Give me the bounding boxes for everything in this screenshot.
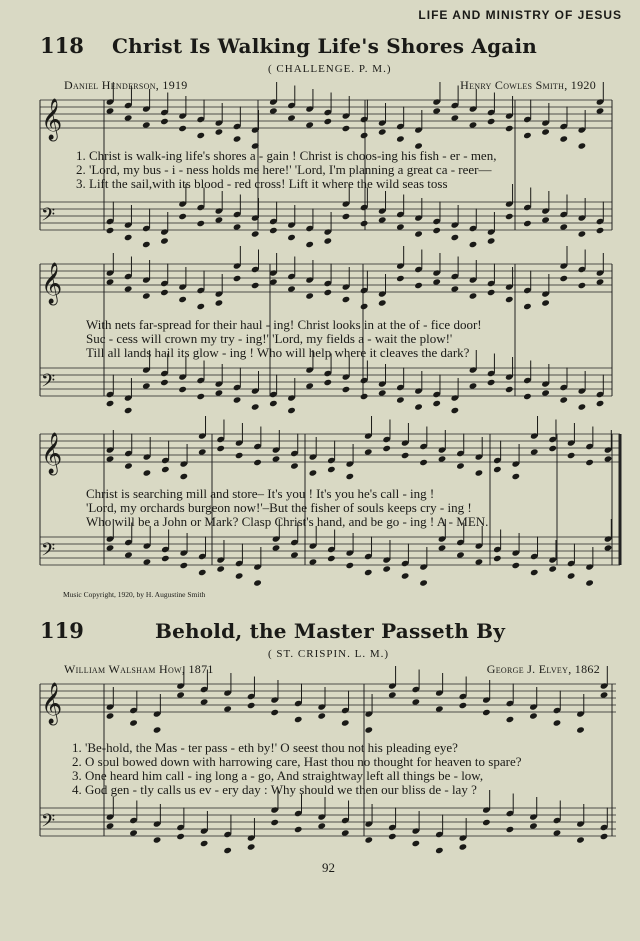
hymn-118-tune: ( CHALLENGE. P. M.) [268, 63, 392, 75]
hymn-118-title: Christ Is Walking Life's Shores Again [112, 34, 537, 58]
hymn-118-system3-verse1: Christ is searching mill and store– It's you ! It's you he's call - ing ! [86, 486, 435, 501]
treble-clef: 𝄞 [41, 99, 63, 140]
page-number: 92 [322, 860, 335, 875]
hymn-119-author: William Walsham How, 1871 [64, 662, 214, 676]
bass-clef: 𝄢 [41, 811, 56, 836]
treble-clef: 𝄞 [41, 683, 63, 724]
hymn-119-number: 119 [40, 618, 84, 643]
hymn-119-verse4: 4. God gen - tly calls us ev - ery day : Why should we then our bliss de - lay ? [72, 782, 477, 797]
bass-clef: 𝄢 [41, 540, 56, 565]
hymn-118-system3-verse2: 'Lord, my orchards burgeon now!'–But the fisher of souls keeps cry - ing ! [86, 500, 472, 515]
treble-clef: 𝄞 [41, 263, 63, 304]
hymn-118-composer: Henry Cowles Smith, 1920 [460, 78, 596, 92]
treble-clef: 𝄞 [41, 433, 63, 474]
hymn-118-system3-verse3: Who will be a John or Mark? Clasp Christ's hand, and be go - ing ! A - MEN. [86, 514, 489, 529]
hymn-119-verse2: 2. O soul bowed down with harrowing care, Hast thou no thought for heaven to spare? [72, 754, 522, 769]
hymn-119-title: Behold, the Master Passeth By [155, 619, 506, 643]
hymn-119-verse3: 3. One heard him call - ing long a - go, And straightway left all things be - low, [72, 768, 484, 783]
hymn-118-copyright: Music Copyright, 1920, by H. Augustine Smith [63, 590, 206, 599]
hymn-118-system2-verse3: Till all lands hail its glow - ing ! Who will help where it cleaves the dark? [86, 345, 470, 360]
hymn-118-system1-verse1: 1. Christ is walk-ing life's shores a - gain ! Christ is choos-ing his fish - er - men, [76, 148, 497, 163]
bass-clef: 𝄢 [41, 205, 56, 230]
hymn-118-system1-verse3: 3. Lift the sail,with its blood - red cross! Lift it where the wild seas toss [76, 176, 448, 191]
hymn-118-system2-verse2: Suc - cess will crown my try - ing!' 'Lord, my fields a - wait the plow!' [86, 331, 453, 346]
section-heading: LIFE AND MINISTRY OF JESUS [418, 8, 622, 22]
hymn-119-tune: ( ST. CRISPIN. L. M.) [268, 648, 390, 660]
hymn-119-composer: George J. Elvey, 1862 [486, 662, 600, 676]
bass-clef: 𝄢 [41, 371, 56, 396]
hymn-119-verse1: 1. 'Be-hold, the Mas - ter pass - eth by!' O seest thou not his pleading eye? [72, 740, 458, 755]
hymn-118-system1-verse2: 2. 'Lord, my bus - i - ness holds me here!' 'Lord, I'm planning a great ca - reer— [76, 162, 492, 177]
hymn-118-system2-verse1: With nets far-spread for their haul - ing! Christ looks in at the of - fice door! [86, 317, 482, 332]
hymn-118-author: Daniel Henderson, 1919 [64, 78, 188, 92]
hymn-118-number: 118 [40, 33, 84, 58]
